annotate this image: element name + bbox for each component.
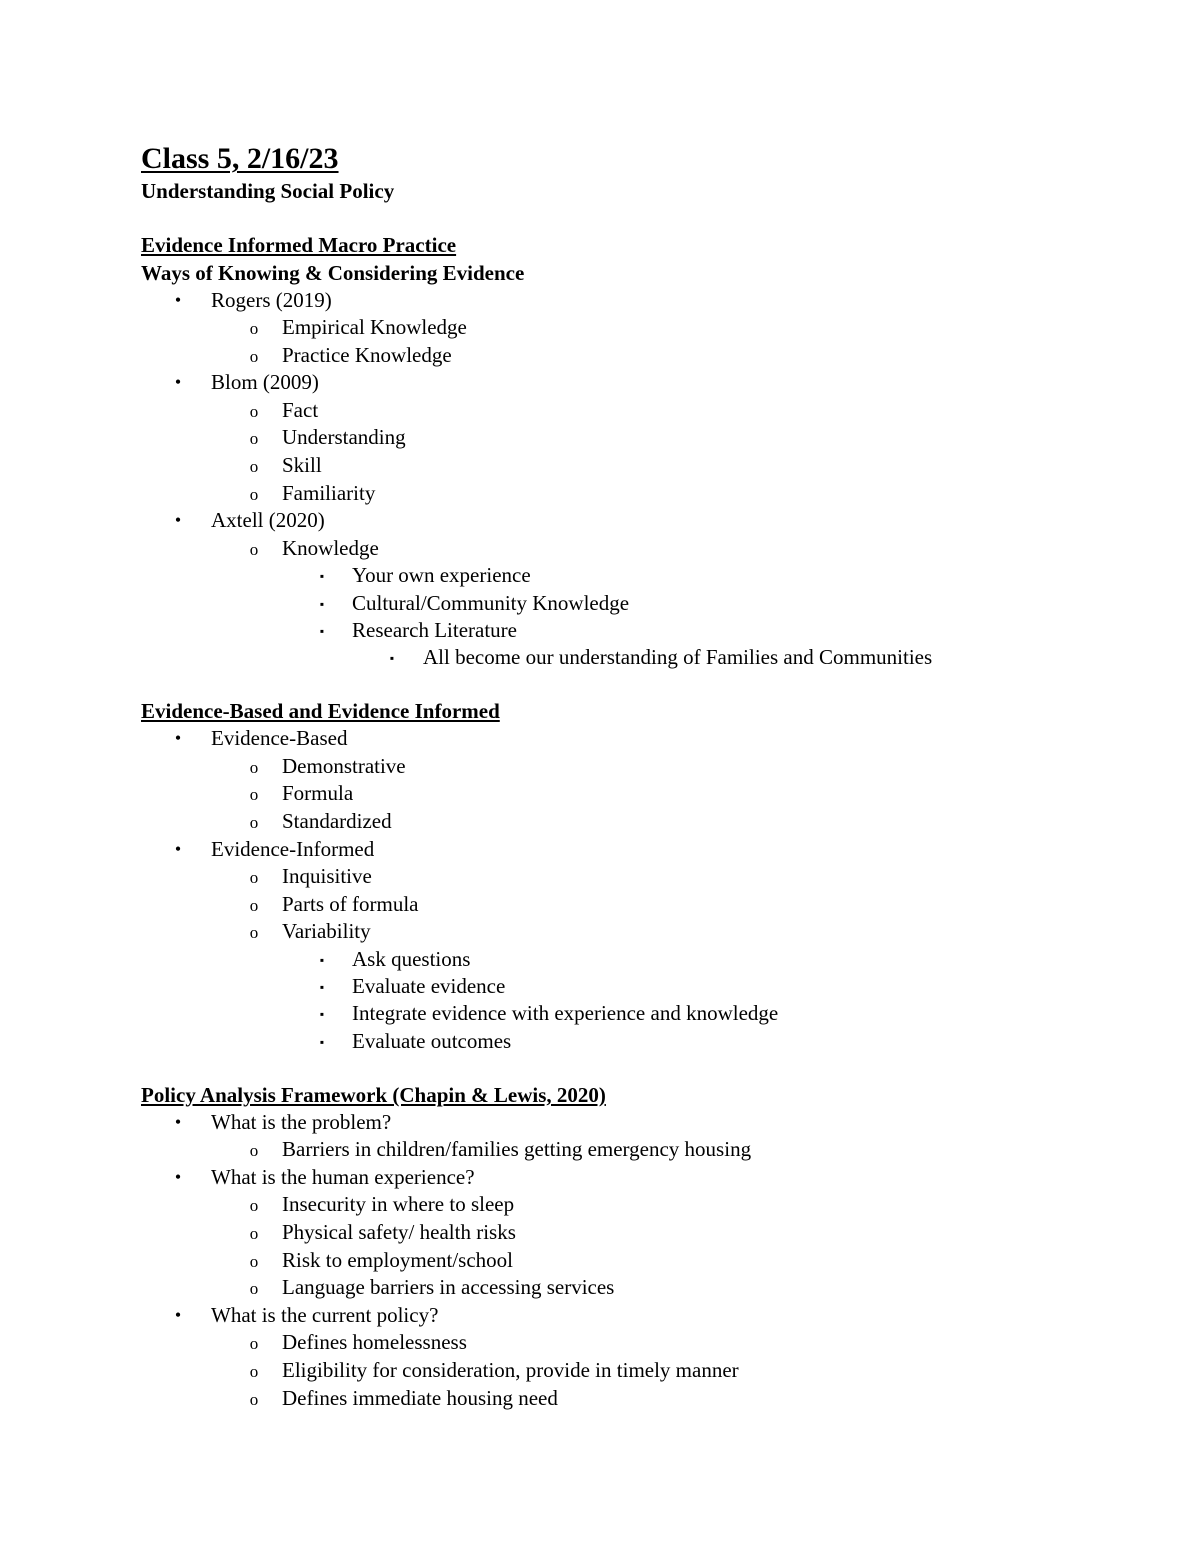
list-item-text: Physical safety/ health risks [282, 1220, 516, 1244]
list-item-text: Knowledge [282, 536, 379, 560]
list-item-text: Practice Knowledge [282, 343, 452, 367]
list-item-text: Evidence-Informed [211, 837, 375, 861]
circle-marker: o [249, 485, 259, 504]
list-item-text: Ask questions [352, 947, 471, 971]
circle-marker: o [249, 1224, 259, 1243]
circle-marker: o [249, 319, 259, 338]
list-item-text: Familiarity [282, 481, 376, 505]
circle-marker: o [249, 1362, 259, 1381]
bullet-marker: • [174, 372, 182, 392]
circle-marker: o [249, 429, 259, 448]
list-item-text: What is the human experience? [211, 1165, 475, 1189]
circle-marker: o [249, 1252, 259, 1271]
square-marker: ▪ [319, 953, 325, 967]
list-item-text: Parts of formula [282, 892, 419, 916]
list-item-text: Insecurity in where to sleep [282, 1192, 515, 1216]
list-item-text: Language barriers in accessing services [282, 1275, 615, 1299]
list-item-text: Blom (2009) [211, 370, 319, 394]
square-marker: ▪ [319, 569, 325, 583]
circle-marker: o [249, 923, 259, 942]
list-item-text: Integrate evidence with experience and knowledge [352, 1001, 779, 1025]
section-heading-macro-practice: Evidence Informed Macro Practice [141, 233, 457, 257]
list-item-text: Your own experience [352, 563, 531, 587]
bullet-marker: • [174, 728, 182, 748]
list-item-text: Empirical Knowledge [282, 315, 467, 339]
circle-marker: o [249, 758, 259, 777]
section-heading-policy-framework: Policy Analysis Framework (Chapin & Lewis, 2020) [141, 1083, 606, 1107]
circle-marker: o [249, 1334, 259, 1353]
list-item-text: Evaluate evidence [352, 974, 506, 998]
circle-marker: o [249, 785, 259, 804]
circle-marker: o [249, 1390, 259, 1409]
bullet-marker: • [174, 1112, 182, 1132]
list-item-text: Defines homelessness [282, 1330, 467, 1354]
page-subtitle: Understanding Social Policy [141, 179, 395, 203]
list-item-text: Formula [282, 781, 354, 805]
bullet-marker: • [174, 1167, 182, 1187]
square-marker: ▪ [319, 597, 325, 611]
list-item-text: Inquisitive [282, 864, 372, 888]
list-item-text: Defines immediate housing need [282, 1386, 558, 1410]
list-item-text: All become our understanding of Families and Communities [423, 645, 933, 669]
circle-marker: o [249, 896, 259, 915]
circle-marker: o [249, 813, 259, 832]
list-item-text: What is the problem? [211, 1110, 392, 1134]
list-item-text: Risk to employment/school [282, 1248, 513, 1272]
list-item-text: Standardized [282, 809, 392, 833]
circle-marker: o [249, 1141, 259, 1160]
list-item-text: Skill [282, 453, 322, 477]
bullet-marker: • [174, 510, 182, 530]
circle-marker: o [249, 347, 259, 366]
square-marker: ▪ [389, 651, 395, 665]
bullet-marker: • [174, 290, 182, 310]
list-item-text: What is the current policy? [211, 1303, 439, 1327]
square-marker: ▪ [319, 980, 325, 994]
section-heading-evidence-based: Evidence-Based and Evidence Informed [141, 699, 500, 723]
bullet-marker: • [174, 1305, 182, 1325]
square-marker: ▪ [319, 624, 325, 638]
circle-marker: o [249, 402, 259, 421]
list-item-text: Fact [282, 398, 319, 422]
list-item-text: Variability [282, 919, 371, 943]
list-item-text: Understanding [282, 425, 406, 449]
list-item-text: Axtell (2020) [211, 508, 325, 532]
section-subheading-ways-of-knowing: Ways of Knowing & Considering Evidence [141, 261, 525, 285]
circle-marker: o [249, 1196, 259, 1215]
list-item-text: Barriers in children/families getting emergency housing [282, 1137, 752, 1161]
list-item-text: Evaluate outcomes [352, 1029, 512, 1053]
list-item-text: Rogers (2019) [211, 288, 332, 312]
bullet-marker: • [174, 839, 182, 859]
circle-marker: o [249, 868, 259, 887]
circle-marker: o [249, 1279, 259, 1298]
circle-marker: o [249, 457, 259, 476]
list-item-text: Evidence-Based [211, 726, 348, 750]
square-marker: ▪ [319, 1007, 325, 1021]
list-item-text: Demonstrative [282, 754, 406, 778]
list-item-text: Research Literature [352, 618, 517, 642]
square-marker: ▪ [319, 1035, 325, 1049]
list-item-text: Cultural/Community Knowledge [352, 591, 630, 615]
circle-marker: o [249, 540, 259, 559]
list-item-text: Eligibility for consideration, provide in timely manner [282, 1358, 739, 1382]
page-title: Class 5, 2/16/23 [141, 142, 339, 175]
